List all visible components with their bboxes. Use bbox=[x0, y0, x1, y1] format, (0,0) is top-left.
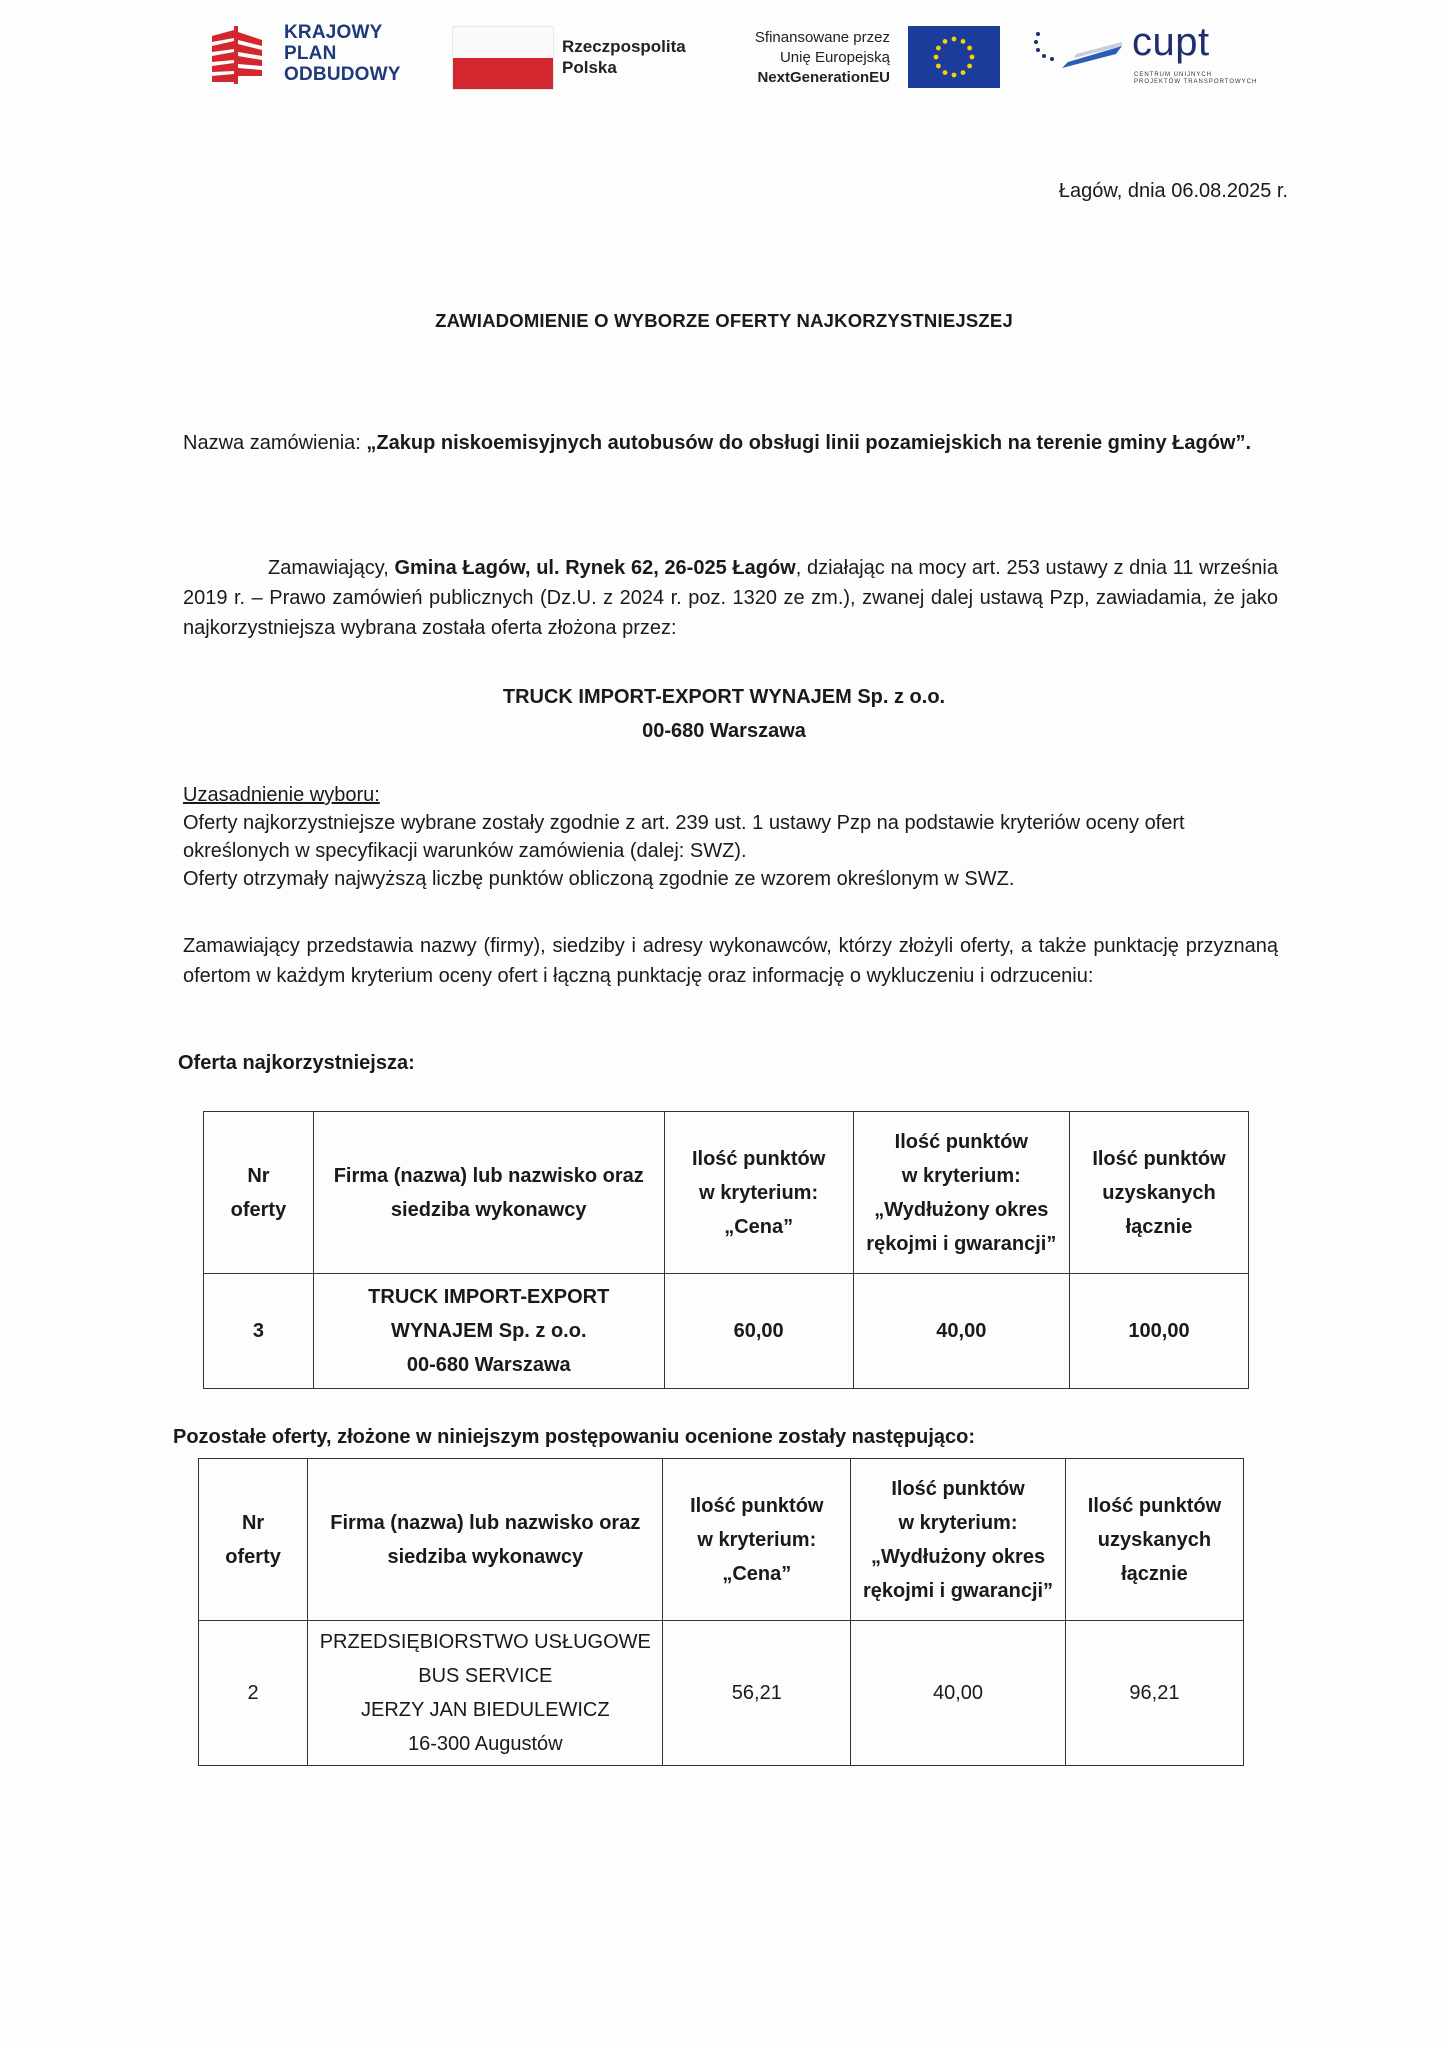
winner-name: TRUCK IMPORT-EXPORT WYNAJEM Sp. z o.o. bbox=[502, 686, 946, 708]
cell-cena: 56,21 bbox=[663, 1621, 851, 1766]
table-row bbox=[199, 1621, 1244, 1766]
cell-total: 96,21 bbox=[1065, 1621, 1243, 1766]
justification-line-2: Oferty otrzymały najwyższą liczbę punktów obliczoną zgodnie ze wzorem określonym w SWZ. bbox=[183, 868, 1015, 890]
other-offers-heading: Pozostałe oferty, złożone w niniejszym postępowaniu ocenione zostały następująco: bbox=[173, 1426, 975, 1448]
cell-firm: PRZEDSIĘBIORSTWO USŁUGOWE BUS SERVICE JERZY JAN BIEDULEWICZ 16-300 Augustów bbox=[308, 1621, 663, 1766]
cell-total: 100,00 bbox=[1069, 1274, 1248, 1389]
rzeczpospolita-logo bbox=[452, 26, 692, 90]
eu-flag-icon bbox=[908, 26, 1000, 88]
justification-line-1: Oferty najkorzystniejsze wybrane zostały zgodnie z art. 239 ust. 1 ustawy Pzp na podstawie kryteriów oceny ofert określonych w specyfikacji warunków zamówienia (dalej: SWZ). bbox=[183, 812, 1185, 862]
header-gwarancja: Ilość punktów w kryterium: „Wydłużony okres rękojmi i gwarancji” bbox=[853, 1112, 1069, 1274]
kpo-logo bbox=[212, 22, 412, 88]
cupt-sub-line: PROJEKTÓW TRANSPORTOWYCH bbox=[1134, 79, 1258, 85]
cupt-sub-line: CENTRUM UNIJNYCH bbox=[1134, 72, 1212, 78]
cell-nr: 3 bbox=[204, 1274, 314, 1389]
contracting-authority-paragraph bbox=[183, 553, 1278, 643]
pl-line: Polska bbox=[562, 58, 617, 77]
header-nr: Nr oferty bbox=[204, 1112, 314, 1274]
kpo-line: PLAN bbox=[284, 43, 337, 64]
document-date: Łagów, dnia 06.08.2025 r. bbox=[1058, 180, 1288, 202]
contracting-entity: Gmina Łagów, ul. Rynek 62, 26-025 Łagów bbox=[394, 557, 796, 579]
cell-nr: 2 bbox=[199, 1621, 308, 1766]
best-offer-heading: Oferta najkorzystniejsza: bbox=[178, 1052, 415, 1074]
justification-section bbox=[183, 781, 1278, 893]
table-header-row bbox=[204, 1112, 1249, 1274]
eu-line: NextGenerationEU bbox=[757, 69, 890, 86]
contracting-prefix: Zamawiający, bbox=[268, 557, 395, 579]
eu-stars-icon bbox=[908, 26, 1000, 88]
rzeczpospolita-text bbox=[562, 36, 686, 78]
cupt-mark-icon bbox=[1030, 28, 1130, 72]
kpo-line: KRAJOWY bbox=[284, 22, 383, 43]
eu-funding-text bbox=[690, 28, 890, 88]
pl-line: Rzeczpospolita bbox=[562, 37, 686, 56]
header-gwarancja: Ilość punktów w kryterium: „Wydłużony okres rękojmi i gwarancji” bbox=[851, 1459, 1066, 1621]
order-name-label: Nazwa zamówienia: bbox=[183, 432, 367, 454]
header-cena: Ilość punktów w kryterium: „Cena” bbox=[663, 1459, 851, 1621]
polish-flag-icon bbox=[452, 26, 554, 90]
contracting-suffix: , działając na mocy art. 253 ustawy z dnia 11 września 2019 r. – Prawo zamówień publicznych (Dz.U. z 2024 r. poz. 1320 ze zm.), zwanej dalej ustawą Pzp, zawiadamia, że jako najkorzystniejsza wybrana została oferta złożona przez: bbox=[183, 557, 1278, 639]
cupt-name: cupt bbox=[1132, 20, 1210, 64]
header-firm: Firma (nazwa) lub nazwisko oraz siedziba wykonawcy bbox=[313, 1112, 664, 1274]
best-offer-table bbox=[203, 1111, 1249, 1389]
justification-heading: Uzasadnienie wyboru: bbox=[183, 784, 380, 806]
table-row bbox=[204, 1274, 1249, 1389]
order-name-paragraph bbox=[183, 428, 1278, 458]
header-total: Ilość punktów uzyskanych łącznie bbox=[1069, 1112, 1248, 1274]
kpo-building-icon bbox=[212, 26, 268, 84]
kpo-line: ODBUDOWY bbox=[284, 64, 401, 85]
other-offers-table bbox=[198, 1458, 1244, 1766]
eu-line: Unię Europejską bbox=[779, 49, 890, 66]
eu-line: Sfinansowane przez bbox=[754, 29, 890, 46]
cell-cena: 60,00 bbox=[664, 1274, 853, 1389]
header-firm: Firma (nazwa) lub nazwisko oraz siedziba wykonawcy bbox=[308, 1459, 663, 1621]
header-nr: Nr oferty bbox=[199, 1459, 308, 1621]
winner-address: 00-680 Warszawa bbox=[642, 720, 806, 742]
header-cena: Ilość punktów w kryterium: „Cena” bbox=[664, 1112, 853, 1274]
document-title: ZAWIADOMIENIE O WYBORZE OFERTY NAJKORZYSTNIEJSZEJ bbox=[435, 310, 1013, 331]
order-name-value: „Zakup niskoemisyjnych autobusów do obsługi linii pozamiejskich na terenie gminy Łagów”. bbox=[366, 432, 1252, 454]
cell-gwarancja: 40,00 bbox=[853, 1274, 1069, 1389]
cell-gwarancja: 40,00 bbox=[851, 1621, 1066, 1766]
cell-firm: TRUCK IMPORT-EXPORT WYNAJEM Sp. z o.o. 00-680 Warszawa bbox=[313, 1274, 664, 1389]
table-header-row bbox=[199, 1459, 1244, 1621]
presentation-paragraph: Zamawiający przedstawia nazwy (firmy), siedziby i adresy wykonawców, którzy złożyli oferty, a także punktację przyznaną ofertom w każdym kryterium oceny ofert i łączną punktację oraz informację o wykluczeniu i odrzuceniu: bbox=[183, 935, 1278, 987]
cupt-subtitle bbox=[1134, 72, 1257, 86]
kpo-logo-text bbox=[284, 22, 401, 85]
header-total: Ilość punktów uzyskanych łącznie bbox=[1065, 1459, 1243, 1621]
cupt-logo bbox=[1030, 20, 1270, 94]
